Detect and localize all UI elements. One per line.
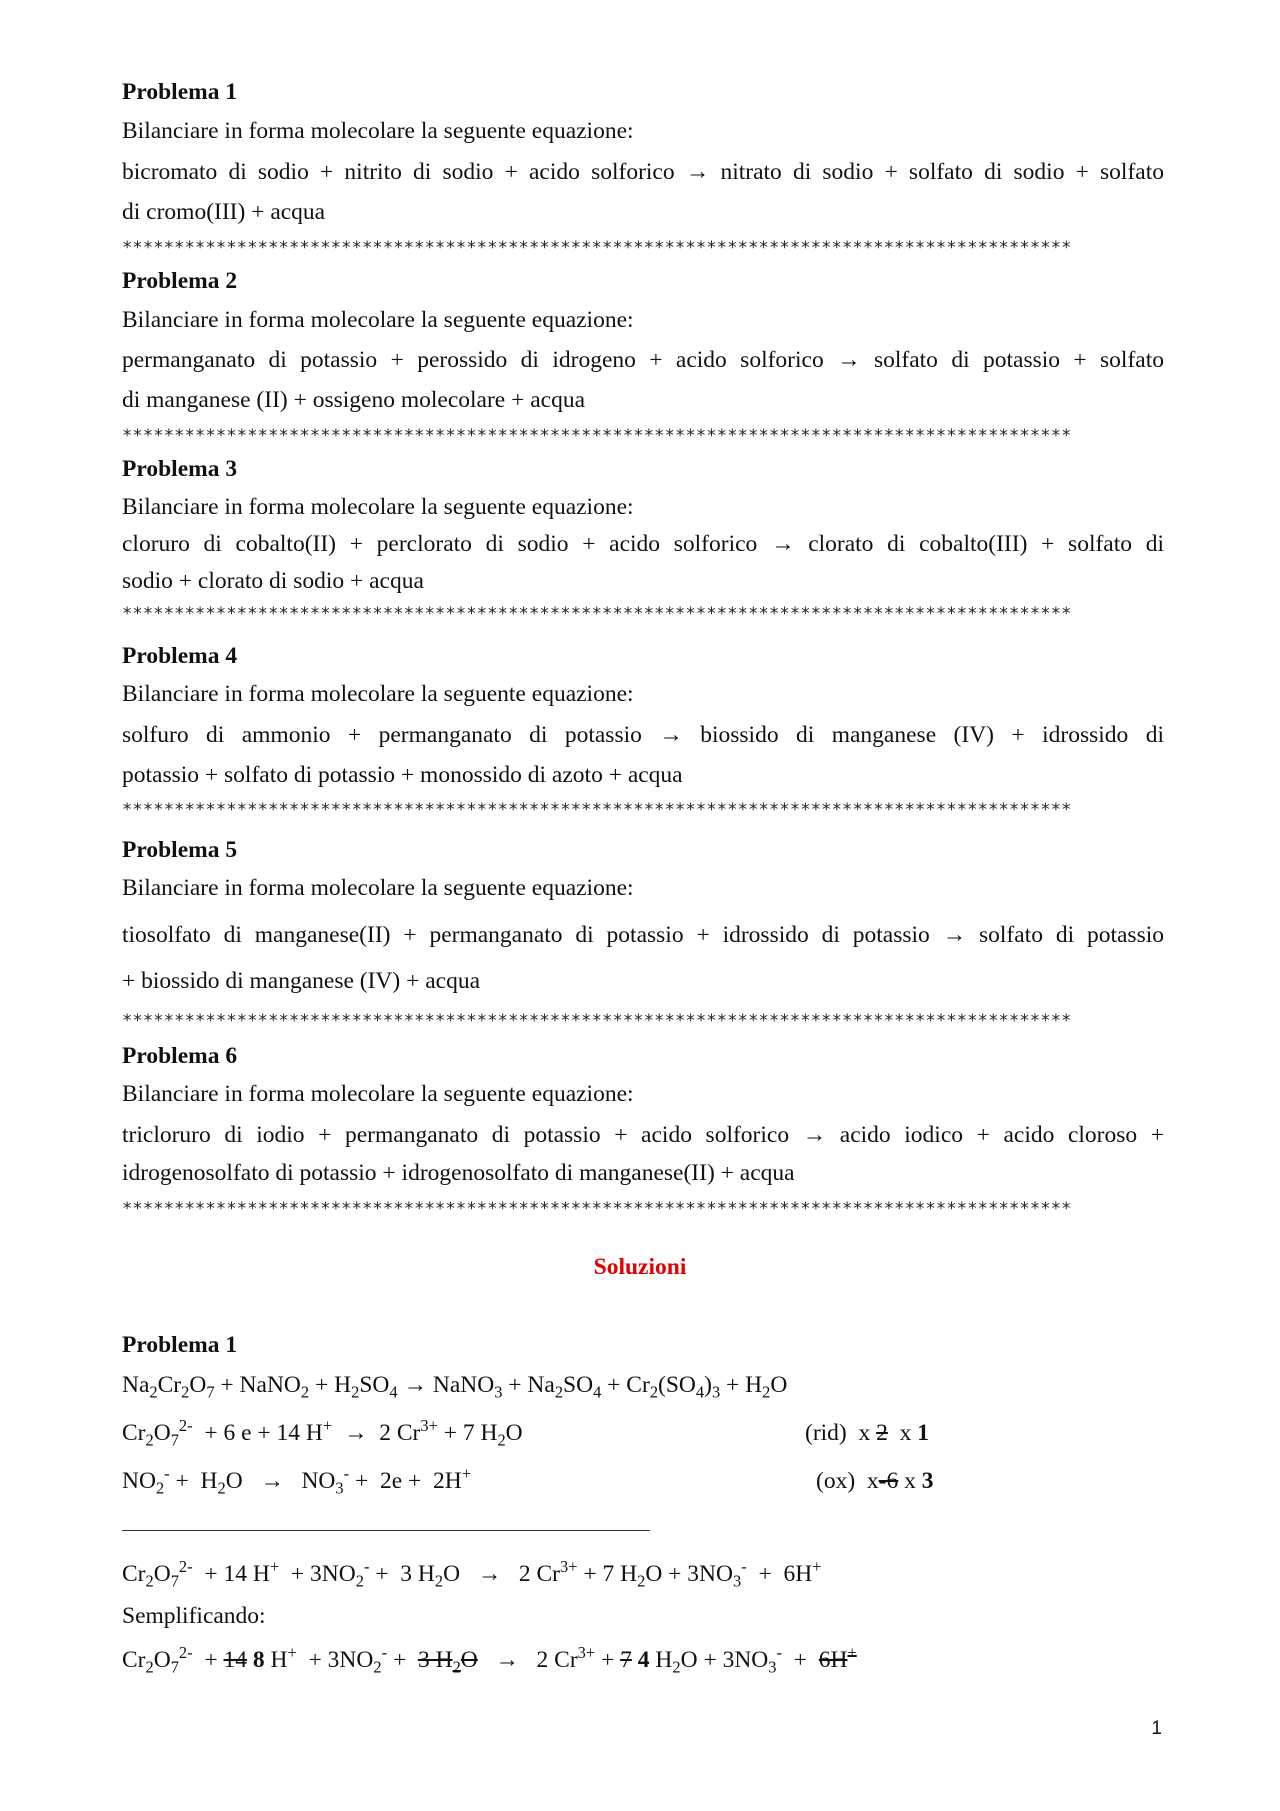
oxidation-multiplier: (ox) x-6 x 3 xyxy=(816,1468,934,1494)
problem-4-equation-line1: solfuro di ammonio + permanganato di potassio → biossido di manganese (IV) + idrossido di xyxy=(122,722,1164,748)
problem-1-equation-line2: di cromo(III) + acqua xyxy=(122,199,326,225)
problem-2-title: Problema 2 xyxy=(122,268,238,294)
problem-4-instruction: Bilanciare in forma molecolare la seguente equazione: xyxy=(122,681,634,707)
separator-2: ******************************************************************************************* xyxy=(122,426,1072,446)
problem-6-title: Problema 6 xyxy=(122,1043,238,1069)
problem-4-equation-line2: potassio + solfato di potassio + monossido di azoto + acqua xyxy=(122,762,683,788)
simplify-label: Semplificando: xyxy=(122,1603,266,1629)
oxidation-half-reaction: $NO_2^- + H_2O \to NO_3^- + 2e + 2H^+$ xyxy=(122,1464,472,1498)
separator-1: ******************************************************************************************* xyxy=(122,238,1072,258)
problem-5-equation-line1: tiosolfato di manganese(II) + permanganato di potassio + idrossido di potassio → solfato di potassio xyxy=(122,922,1164,948)
problem-3-instruction: Bilanciare in forma molecolare la seguente equazione: xyxy=(122,494,634,520)
combined-ionic-equation: $Cr_2O_7^{2-} + 14$ $H^+ + 3NO_2^- + 3$ $H_2O \to 2$ $Cr^{3+} + 7$ $H_2O + 3NO_3^- + 6H^+$ xyxy=(122,1557,822,1591)
problem-3-equation-line2: sodio + clorato di sodio + acqua xyxy=(122,568,424,594)
problem-5-title: Problema 5 xyxy=(122,837,238,863)
problem-2-equation-line2: di manganese (II) + ossigeno molecolare + acqua xyxy=(122,387,586,413)
reduction-half-reaction: $Cr_2O_7^{2-} + 6$ e + 14 H+ → 2 $Cr^{3+} + 7$ $H_2O$ xyxy=(122,1416,523,1450)
separator-4: ******************************************************************************************* xyxy=(122,800,1072,820)
separator-6: ******************************************************************************************* xyxy=(122,1199,1072,1219)
problem-5-equation-line2: + biossido di manganese (IV) + acqua xyxy=(122,968,481,994)
sum-divider-line xyxy=(122,1530,650,1531)
problem-6-equation-line2: idrogenosolfato di potassio + idrogenosolfato di manganese(II) + acqua xyxy=(122,1160,795,1186)
problem-6-instruction: Bilanciare in forma molecolare la seguente equazione: xyxy=(122,1081,634,1107)
problem-6-equation-line1: tricloruro di iodio + permanganato di potassio + acido solforico → acido iodico + acido cloroso + xyxy=(122,1122,1164,1148)
problem-5-instruction: Bilanciare in forma molecolare la seguente equazione: xyxy=(122,875,634,901)
problem-1-equation-line1: bicromato di sodio + nitrito di sodio + acido solforico → nitrato di sodio + solfato di sodio + solfato xyxy=(122,159,1164,185)
separator-3: ******************************************************************************************* xyxy=(122,604,1072,624)
separator-5: ******************************************************************************************* xyxy=(122,1011,1072,1031)
problem-1-instruction: Bilanciare in forma molecolare la seguente equazione: xyxy=(122,118,634,144)
molecular-equation: $Na_2Cr_2O_7$ + NaNO$_2$ + $H_2SO_4$ → NaNO$_3$ + $Na_2SO_4 + Cr_2(SO_4)_3 + H_2O$ xyxy=(122,1372,788,1402)
page-number: 1 xyxy=(1151,1718,1162,1739)
simplified-ionic-equation: $Cr_2O_7^{2-} + 14$ 8 $H^+ + 3NO_2^- + 3$ $H_2O \to 2$ $Cr^{3+} + 7$ 4 $H_2O + 3NO_3^- + 6H^+$ xyxy=(122,1643,857,1677)
problem-4-title: Problema 4 xyxy=(122,643,238,669)
problem-3-equation-line1: cloruro di cobalto(II) + perclorato di sodio + acido solforico → clorato di cobalto(III) + solfato di xyxy=(122,531,1164,557)
problem-2-instruction: Bilanciare in forma molecolare la seguente equazione: xyxy=(122,307,634,333)
problem-2-equation-line1: permanganato di potassio + perossido di idrogeno + acido solforico → solfato di potassio + solfato xyxy=(122,347,1164,373)
problem-1-title: Problema 1 xyxy=(122,79,238,105)
reduction-multiplier: (rid) x 2 x 1 xyxy=(805,1420,930,1446)
problem-3-title: Problema 3 xyxy=(122,456,238,482)
solution-1-title: Problema 1 xyxy=(122,1332,238,1358)
solutions-heading: Soluzioni xyxy=(593,1254,687,1280)
